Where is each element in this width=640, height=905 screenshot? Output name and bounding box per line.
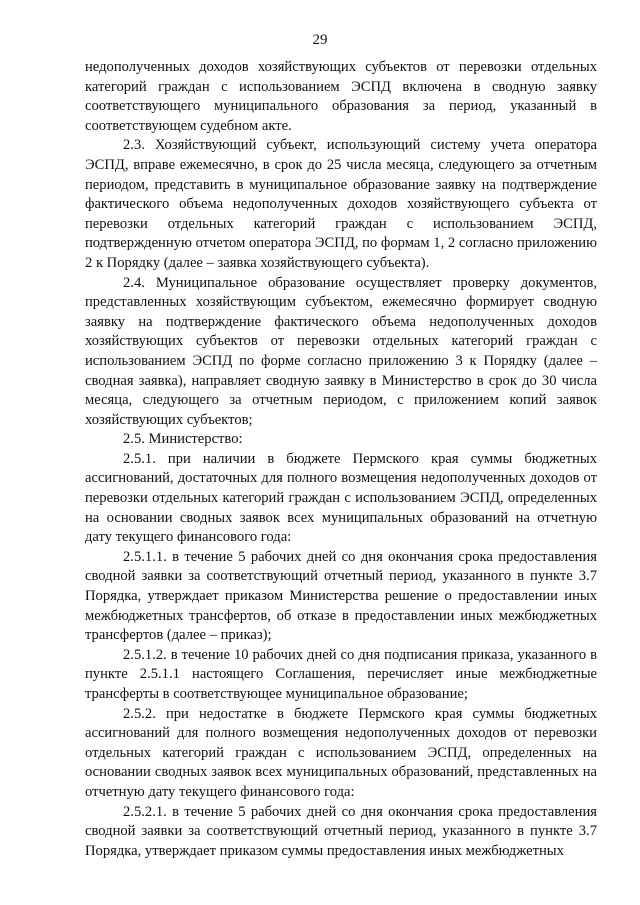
page-number: 29: [312, 32, 328, 48]
paragraph-2-4: 2.4. Муниципальное образование осуществляет проверку документов, представленных хозяйствующим субъектом, ежемесячно формирует сводную заявку на подтверждение фактического объема недополученных доходов хозяйствующих субъектов от перевозки отдельных категорий граждан с использованием ЭСПД по форме согласно приложению 3 к Порядку (далее – сводная заявка), направляет сводную заявку в Министерство в срок до 30 числа месяца, следующего за отчетным периодом, с приложением копий заявок хозяйствующих субъектов;: [85, 274, 597, 428]
paragraph-2-5: 2.5. Министерство:: [123, 431, 243, 448]
paragraph-2-5-2-1: 2.5.2.1. в течение 5 рабочих дней со дня окончания срока предоставления сводной заявки за соответствующий отчетный период, указанного в пункте 3.7 Порядка, утверждает приказом суммы предоставления иных межбюджетных: [85, 803, 597, 859]
paragraph-2-3: 2.3. Хозяйствующий субъект, использующий систему учета оператора ЭСПД, вправе ежемесячно, в срок до 25 числа месяца, следующего за отчетным периодом, представить в муниципальное образование заявку на подтверждение фактического объема недополученных доходов хозяйствующего субъекта от перевозки отдельных категорий граждан с использованием ЭСПД, подтвержденную отчетом оператора ЭСПД, по формам 1, 2 согласно приложению 2 к Порядку (далее – заявка хозяйствующего субъекта).: [85, 137, 597, 271]
paragraph-2-5-1: 2.5.1. при наличии в бюджете Пермского края суммы бюджетных ассигнований, достаточных для полного возмещения недополученных доходов от перевозки отдельных категорий граждан с использованием ЭСПД, определенных на основании сводных заявок всех муниципальных образований на отчетную дату текущего финансового года:: [85, 450, 597, 546]
paragraph-2-5-1-2: 2.5.1.2. в течение 10 рабочих дней со дня подписания приказа, указанного в пункте 2.5.1.1 настоящего Соглашения, перечисляет иные межбюджетные трансферты в соответствующее муниципальное образование;: [85, 646, 597, 702]
paragraph-2-5-2: 2.5.2. при недостатке в бюджете Пермского края суммы бюджетных ассигнований для полного возмещения недополученных доходов от перевозки отдельных категорий граждан с использованием ЭСПД, определенных на основании сводных заявок всех муниципальных образований, представленных на отчетную дату текущего финансового года:: [85, 705, 597, 800]
document-body: [85, 58, 597, 861]
paragraph-continuation: недополученных доходов хозяйствующих субъектов от перевозки отдельных категорий граждан с использованием ЭСПД включена в сводную заявку соответствующего муниципального образования за период, указанный в соответствующем судебном акте.: [85, 59, 597, 134]
paragraph-2-5-1-1: 2.5.1.1. в течение 5 рабочих дней со дня окончания срока предоставления сводной заявки за соответствующий отчетный период, указанного в пункте 3.7 Порядка, утверждает приказом Министерства решение о предоставлении иных межбюджетных трансфертов, об отказе в предоставлении иных межбюджетных трансфертов (далее – приказ);: [85, 548, 597, 644]
